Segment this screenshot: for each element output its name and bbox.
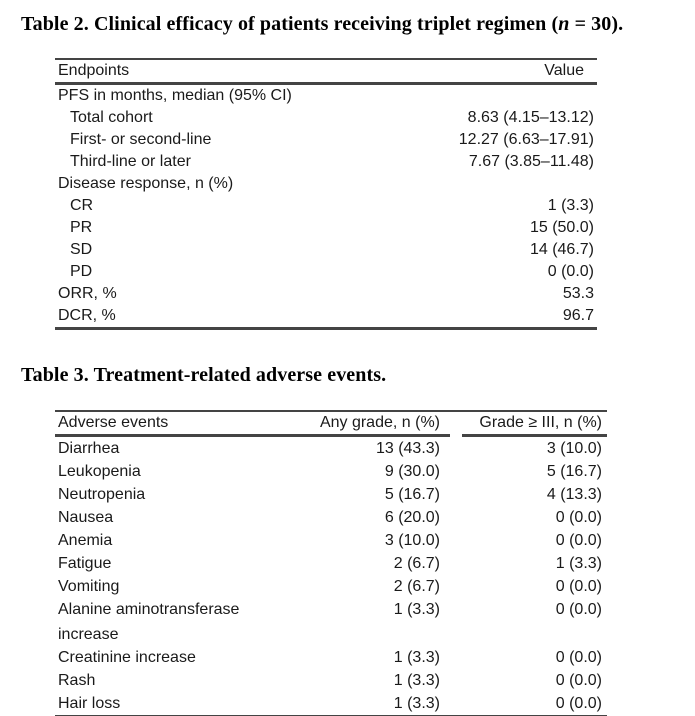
table3-body xyxy=(55,437,607,715)
grade3plus-value-cell: 0 (0.0) xyxy=(555,671,602,689)
adverse-events-table xyxy=(55,410,607,716)
table2-row xyxy=(55,305,597,327)
table3-header-row xyxy=(55,412,607,437)
grade3plus-column-header: Grade ≥ III, n (%) xyxy=(450,412,607,437)
endpoint-label-cell: ORR, % xyxy=(58,285,117,302)
any-grade-value-cell: 5 (16.7) xyxy=(384,485,440,503)
grade3plus-value-cell: 0 (0.0) xyxy=(555,508,602,526)
endpoint-value-cell: 12.27 (6.63–17.91) xyxy=(458,131,594,148)
adverse-event-label-line: Diarrhea xyxy=(58,440,120,457)
any-grade-value-cell: 13 (43.3) xyxy=(375,439,440,457)
adverse-event-label-cell xyxy=(55,646,300,669)
table3-row xyxy=(55,437,607,460)
adverse-event-label-cell xyxy=(55,598,300,646)
endpoint-value-cell: 1 (3.3) xyxy=(547,197,594,214)
table3-row xyxy=(55,552,607,575)
endpoint-label-cell: SD xyxy=(70,241,93,258)
table3-row xyxy=(55,506,607,529)
endpoint-label-cell: DCR, % xyxy=(58,307,116,324)
endpoint-label-cell: PFS in months, median (95% CI) xyxy=(58,87,292,104)
table2-caption-suffix: = 30). xyxy=(569,13,624,35)
adverse-event-label-cell xyxy=(55,575,300,598)
any-grade-value-cell: 1 (3.3) xyxy=(393,648,440,666)
adverse-event-label-line: Creatinine increase xyxy=(58,649,196,666)
adverse-event-label-line: Anemia xyxy=(58,532,113,549)
table2-row xyxy=(55,239,597,261)
table2-header-row xyxy=(55,60,597,85)
endpoint-value-cell: 0 (0.0) xyxy=(547,263,594,280)
adverse-event-label-cell xyxy=(55,483,300,506)
adverse-event-label-line: Leukopenia xyxy=(58,463,141,480)
endpoint-value-cell: 8.63 (4.15–13.12) xyxy=(467,109,594,126)
adverse-event-label-cell xyxy=(55,669,300,692)
grade3plus-value-cell: 5 (16.7) xyxy=(546,462,602,480)
any-grade-value-cell: 1 (3.3) xyxy=(393,671,440,689)
adverse-event-label-cell xyxy=(55,506,300,529)
table3-row xyxy=(55,460,607,483)
table3-row xyxy=(55,575,607,598)
grade3plus-value-cell: 0 (0.0) xyxy=(555,577,602,595)
adverse-event-label-line: Rash xyxy=(58,672,96,689)
grade3plus-value-cell: 0 (0.0) xyxy=(555,601,602,618)
table2-row xyxy=(55,283,597,305)
table2-row xyxy=(55,173,597,195)
table3-caption-text: Table 3. Treatment-related adverse events. xyxy=(21,364,387,386)
grade3plus-value-cell: 0 (0.0) xyxy=(555,648,602,666)
table2-caption-text: Table 2. Clinical efficacy of patients receiving triplet regimen ( xyxy=(21,13,559,35)
endpoint-label-cell: Total cohort xyxy=(70,109,153,126)
table3-row xyxy=(55,669,607,692)
table2-row xyxy=(55,107,597,129)
table2-row xyxy=(55,217,597,239)
endpoint-value-cell: 96.7 xyxy=(562,307,594,324)
adverse-event-label-line: Nausea xyxy=(58,509,114,526)
table2-row xyxy=(55,85,597,107)
adverse-event-label-cell xyxy=(55,437,300,460)
endpoint-label-cell: Disease response, n (%) xyxy=(58,175,234,192)
endpoint-label-cell: CR xyxy=(70,197,94,214)
endpoint-label-cell: PD xyxy=(70,263,93,280)
any-grade-column-header: Any grade, n (%) xyxy=(300,412,450,437)
any-grade-value-cell: 9 (30.0) xyxy=(384,462,440,480)
endpoint-value-cell: 15 (50.0) xyxy=(529,219,594,236)
value-column-header: Value xyxy=(375,60,597,85)
adverse-events-column-header: Adverse events xyxy=(55,412,300,437)
endpoint-value-cell: 7.67 (3.85–11.48) xyxy=(468,153,594,170)
adverse-event-label-cell xyxy=(55,529,300,552)
any-grade-value-cell: 2 (6.7) xyxy=(393,554,440,572)
endpoint-value-cell: 53.3 xyxy=(562,285,594,302)
adverse-event-label-line: increase xyxy=(58,626,119,643)
table2-row xyxy=(55,129,597,151)
grade3plus-value-cell: 4 (13.3) xyxy=(546,485,602,503)
table2-caption-italic-n: n xyxy=(558,13,570,35)
table2-caption xyxy=(21,13,623,36)
adverse-event-label-line: Alanine aminotransferase xyxy=(58,601,240,618)
grade3plus-value-cell: 3 (10.0) xyxy=(546,439,602,457)
table2-row xyxy=(55,195,597,217)
table3-row xyxy=(55,692,607,715)
table2-row xyxy=(55,151,597,173)
adverse-event-label-line: Fatigue xyxy=(58,555,112,572)
table3-row xyxy=(55,646,607,669)
adverse-event-label-line: Neutropenia xyxy=(58,486,146,503)
endpoint-value-cell xyxy=(375,85,597,107)
table3-row xyxy=(55,529,607,552)
endpoints-column-header: Endpoints xyxy=(55,60,375,85)
table2-body xyxy=(55,85,597,327)
adverse-event-label-line: Vomiting xyxy=(58,578,120,595)
any-grade-value-cell: 3 (10.0) xyxy=(384,531,440,549)
endpoint-label-cell: Third-line or later xyxy=(70,153,191,170)
grade3plus-value-cell: 0 (0.0) xyxy=(555,694,602,712)
any-grade-value-cell: 1 (3.3) xyxy=(393,694,440,712)
clinical-efficacy-table xyxy=(55,58,597,330)
adverse-event-label-line: Hair loss xyxy=(58,695,121,712)
endpoint-label-cell: First- or second-line xyxy=(70,131,212,148)
table3-caption xyxy=(21,364,386,387)
adverse-event-label-cell xyxy=(55,692,300,715)
grade3plus-value-cell: 0 (0.0) xyxy=(555,531,602,549)
endpoint-value-cell: 14 (46.7) xyxy=(529,241,594,258)
endpoint-label-cell: PR xyxy=(70,219,93,236)
grade3plus-value-cell: 1 (3.3) xyxy=(555,554,602,572)
adverse-event-label-cell xyxy=(55,552,300,575)
endpoint-value-cell xyxy=(375,173,597,195)
any-grade-value-cell: 2 (6.7) xyxy=(393,577,440,595)
table2-row xyxy=(55,261,597,283)
table3-row xyxy=(55,483,607,506)
any-grade-value-cell: 6 (20.0) xyxy=(384,508,440,526)
adverse-event-label-cell xyxy=(55,460,300,483)
any-grade-value-cell: 1 (3.3) xyxy=(393,601,440,618)
table3-row xyxy=(55,598,607,646)
